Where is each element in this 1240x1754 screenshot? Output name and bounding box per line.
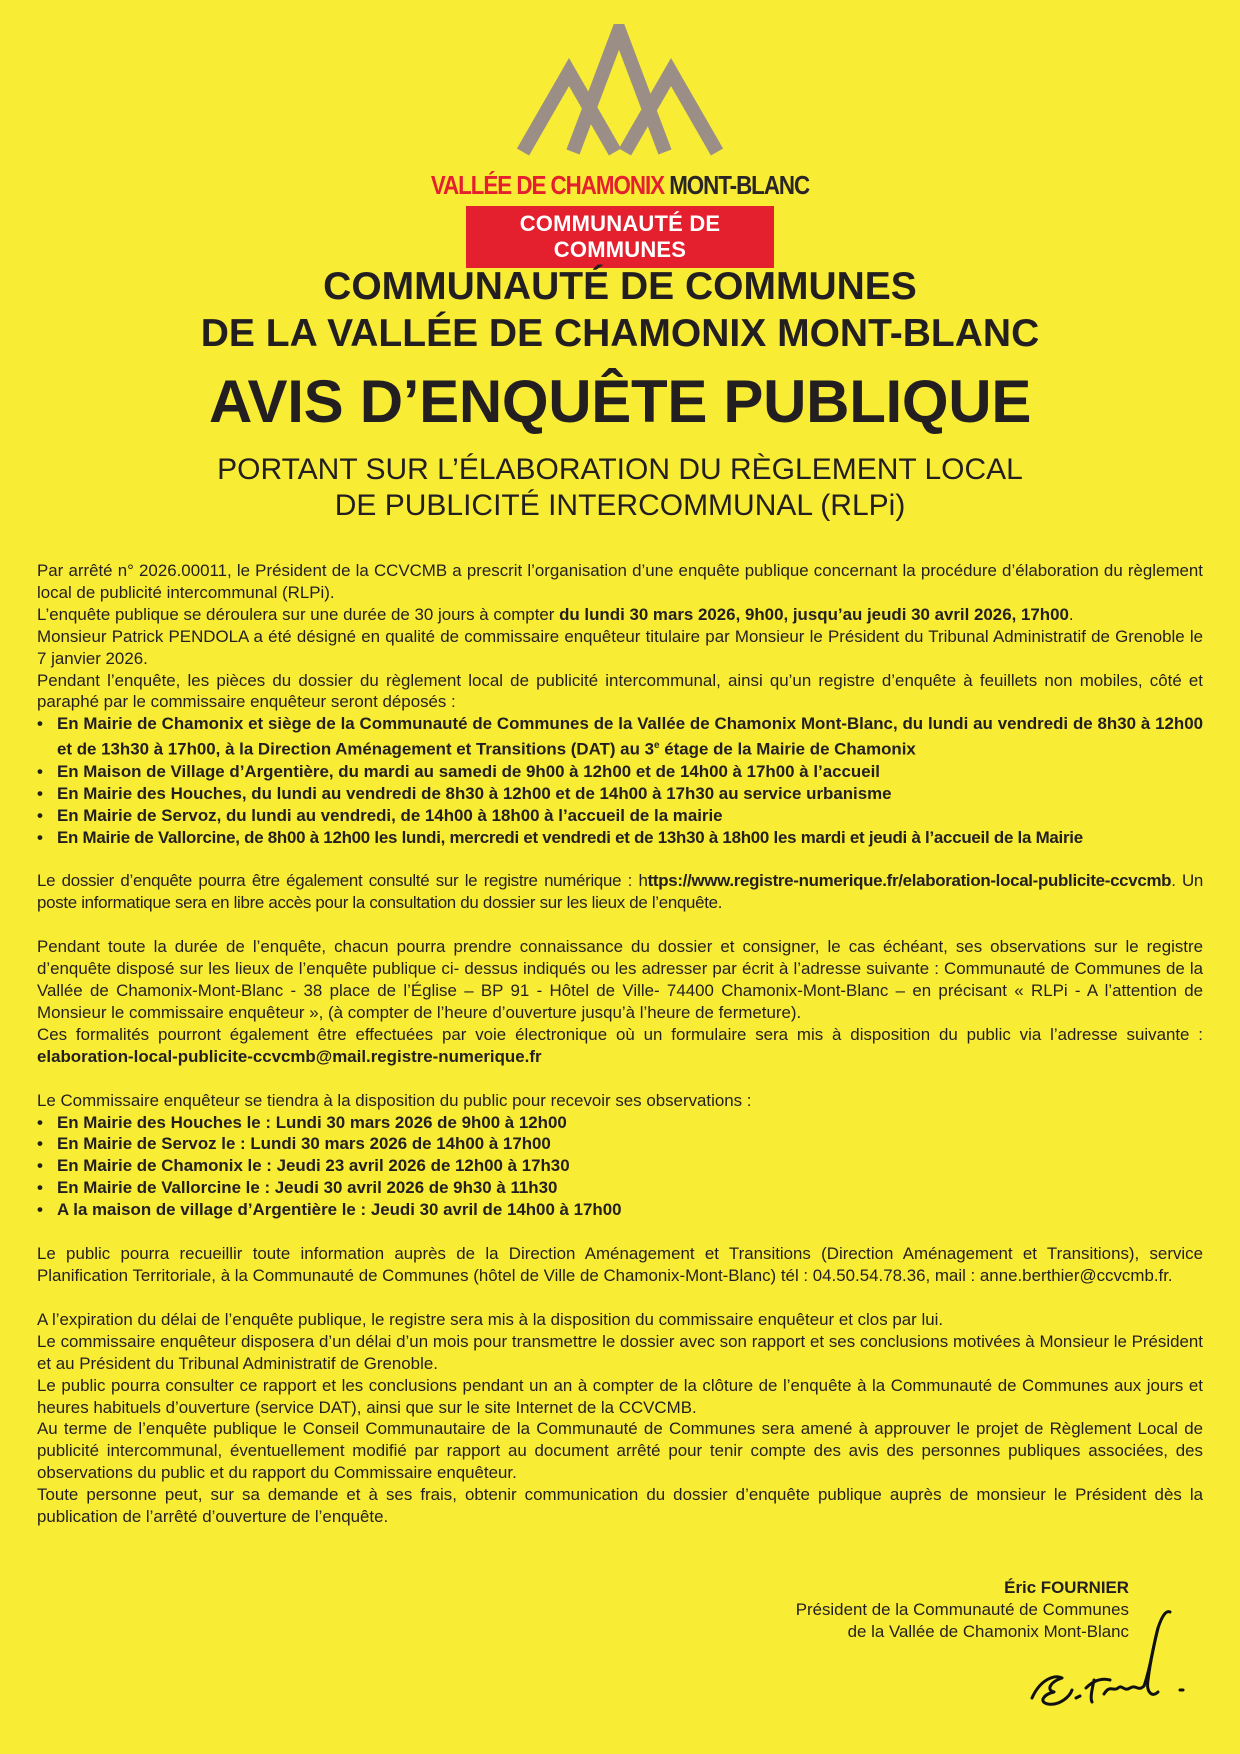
list-item: • En Mairie des Houches le : Lundi 30 mars 2026 de 9h00 à 12h00 [37,1112,1203,1134]
headings [0,263,1240,524]
closing-paragraph-2: Le commissaire enquêteur disposera d’un délai d’un mois pour transmettre le dossier avec son rapport et ses conclusions motivées à Monsieur le Président et au Président du Tribunal Administratif de Grenoble. [37,1331,1203,1373]
list-item: • En Mairie de Vallorcine, de 8h00 à 12h00 les lundi, mercredi et vendredi et de 13h30 à 18h00 les mardi et jeudi à l’accueil de la Mairie [37,827,1203,849]
observations-text: Ces formalités pourront également être effectuées par voie électronique où un formulaire sera mis à disposition du public via l’adresse suivante : [37,1024,1203,1044]
list-item: • En Mairie de Chamonix le : Jeudi 23 avril 2026 de 12h00 à 17h30 [37,1155,1203,1177]
subtitle-line2: DE PUBLICITÉ INTERCOMMUNAL (RLPi) [334,489,906,522]
list-item: • En Mairie des Houches, du lundi au vendredi de 8h30 à 12h00 et de 14h00 à 17h30 au service urbanisme [37,783,1203,805]
page-title: AVIS D’ENQUÊTE PUBLIQUE [208,368,1032,435]
list-item [37,713,1203,760]
location-text: En Mairie de Chamonix et siège de la Communauté de Communes de la Vallée de Chamonix Mont-Blanc, du lundi au vendredi de 8h30 à 12h00 et de 13h30 à 17h00, à la Direction Aménagement et Transitions (DAT) au 3 [57,714,1203,759]
permanences-list [37,1112,1203,1222]
digital-text: Le dossier d’enquête pourra être également consulté sur le registre numérique : h [37,871,648,891]
intro-p2-text: L’enquête publique se déroulera sur une durée de 30 jours à compter [37,604,560,624]
inquiry-dates: du lundi 30 mars 2026, 9h00, jusqu’au jeudi 30 avril 2026, 17h00 [559,604,1069,624]
intro-paragraph-1: Par arrêté n° 2026.00011, le Président de la CCVCMB a prescrit l’organisation d’une enquête publique concernant la procédure d’élaboration du règlement local de publicité intercommunal (RLPi). [37,561,1203,602]
org-name-line1: COMMUNAUTÉ DE COMMUNES [323,265,917,308]
permanences-intro: Le Commissaire enquêteur se tiendra à la disposition du public pour recevoir ses observations : [37,1090,752,1110]
logo [0,24,1240,268]
registry-email-link[interactable]: elaboration-local-publicite-ccvcmb@mail.registre-numerique.fr [37,1046,542,1066]
observations-paragraph-2 [37,1024,1203,1068]
superscript: e [654,740,660,752]
intro-paragraph-3: Monsieur Patrick PENDOLA a été désigné en qualité de commissaire enquêteur titulaire par Monsieur le Président du Tribunal Administratif de Grenoble le 7 janvier 2026. [37,626,1203,668]
info-paragraph: Le public pourra recueillir toute information auprès de la Direction Aménagement et Transitions (Direction Aménagement et Transitions), service Planification Territoriale, à la Communauté de Communes (hôtel de Ville de Chamonix-Mont-Blanc) tél : 04.50.54.78.36, mail : anne.berthier@ccvcmb.fr. [37,1244,1203,1285]
intro-p2-end: . [1068,604,1074,624]
closing-paragraph-3: Le public pourra consulter ce rapport et les conclusions pendant un an à compter de la clôture de l’enquête à la Communauté de Communes aux jours et heures habituels d’ouverture (service DAT), ainsi que sur le site Internet de la CCVCMB. [37,1375,1203,1417]
intro-paragraph-2 [37,604,1203,626]
list-item: • A la maison de village d’Argentière le : Jeudi 30 avril de 14h00 à 17h00 [37,1199,1203,1221]
locations-list [37,713,1203,848]
observations-paragraph-1: Pendant toute la durée de l’enquête, chacun pourra prendre connaissance du dossier et consigner, le cas échéant, ses observations sur le registre d’enquête disposé sur les lieux de l’enquête publique ci- dessus indiqués ou les adresser par écrit à l’adresse suivante : Communauté de Communes de la Vallée de Chamonix-Mont-Blanc - 38 place de l’Église – BP 91 - Hôtel de Ville- 74400 Chamonix-Mont-Blanc – en précisant « RLPi - A l’attention de Monsieur le commissaire enquêteur », (à compter de l’heure d’ouverture jusqu’à l’heure de fermeture). [37,937,1203,1022]
mountain-logo-icon [515,24,725,158]
subtitle-line1: PORTANT SUR L’ÉLABORATION DU RÈGLEMENT LOCAL [217,453,1023,486]
signatory-name: Éric FOURNIER [1004,1578,1129,1597]
signatory-role-line2: de la Vallée de Chamonix Mont-Blanc [847,1621,1129,1641]
closing-paragraph-5: Toute personne peut, sur sa demande et à ses frais, obtenir communication du dossier d’enquête publique auprès de monsieur le Président dès la publication de l’arrêté d’ouverture de l’enquête. [37,1485,1203,1527]
handwritten-signature-icon [1020,1580,1200,1720]
notice-body [37,560,1203,1528]
list-item: • En Mairie de Servoz, du lundi au vendredi, de 14h00 à 18h00 à l’accueil de la mairie [37,805,1203,827]
logo-wordmark-dark: MONT-BLANC [669,170,810,200]
digital-text-end: . Un poste informatique sera en libre accès pour la consultation du dossier sur les lieux de l’enquête. [37,871,1204,913]
digital-register-paragraph [37,870,1203,914]
org-name-line2: DE LA VALLÉE DE CHAMONIX MONT-BLANC [200,312,1040,355]
location-text-end: étage de la Mairie de Chamonix [659,739,916,759]
logo-band: COMMUNAUTÉ DE COMMUNES [466,206,774,268]
list-item: • En Mairie de Servoz le : Lundi 30 mars 2026 de 14h00 à 17h00 [37,1133,1203,1155]
closing-paragraph-4: Au terme de l’enquête publique le Conseil Communautaire de la Communauté de Communes sera amené à approuver le projet de Règlement Local de publicité intercommunal, éventuellement modifié par rapport au document arrêté pour tenir compte des avis des personnes publiques associées, des observations du public et du rapport du Commissaire enquêteur. [37,1419,1203,1483]
list-item: • En Maison de Village d’Argentière, du mardi au samedi de 9h00 à 12h00 et de 14h00 à 17h00 à l’accueil [37,761,1203,783]
logo-wordmark-red: VALLÉE DE CHAMONIX [430,170,665,200]
signatory-role-line1: Président de la Communauté de Communes [795,1599,1129,1619]
logo-wordmark [87,170,1153,201]
closing-paragraph-1: A l’expiration du délai de l’enquête publique, le registre sera mis à la disposition du commissaire enquêteur et clos par lui. [37,1309,944,1329]
registry-url-link[interactable]: ttps://www.registre-numerique.fr/elaboration-local-publicite-ccvcmb [647,871,1172,891]
list-item: • En Mairie de Vallorcine le : Jeudi 30 avril 2026 de 9h30 à 11h30 [37,1177,1203,1199]
intro-paragraph-4: Pendant l’enquête, les pièces du dossier du règlement local de publicité intercommunal, ainsi qu’un registre d’enquête à feuillets non mobiles, côté et paraphé par le commissaire enquêteur seront déposés : [37,670,1203,712]
